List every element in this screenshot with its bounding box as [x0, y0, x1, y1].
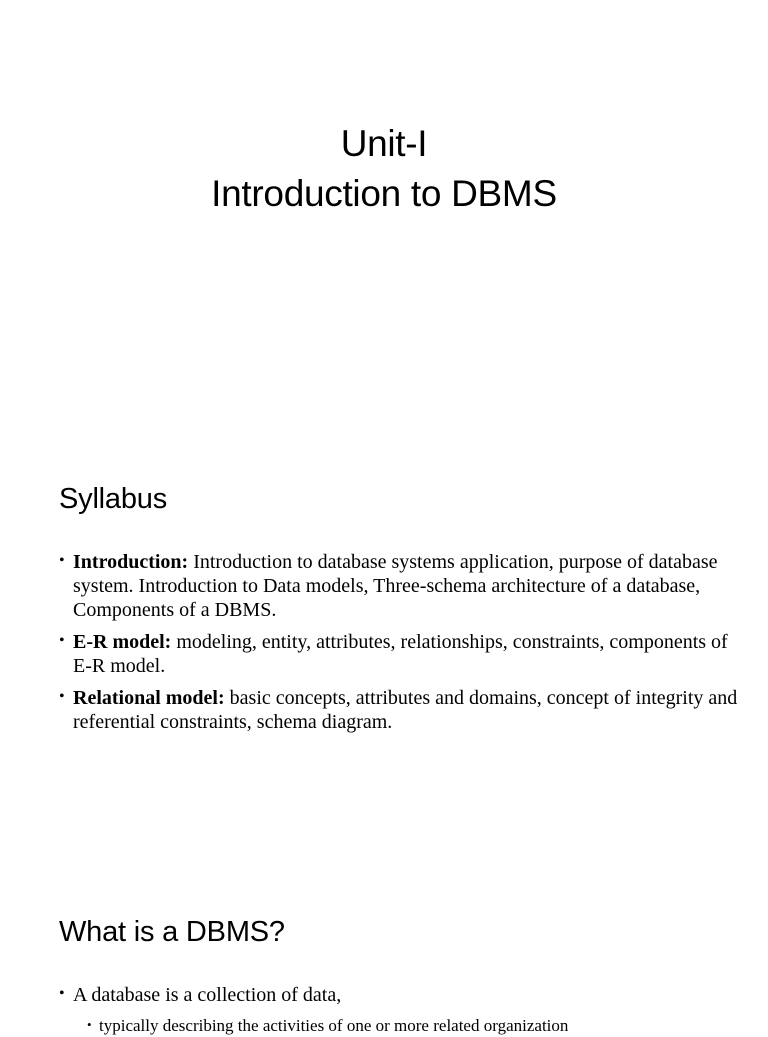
dbms-item-database-definition	[59, 983, 749, 1007]
syllabus-list	[59, 550, 749, 742]
bullet-icon: •	[87, 1017, 92, 1032]
syllabus-item-relational-model	[59, 686, 749, 734]
dbms-subitem-text: typically describing the activities of one or more related organization	[99, 1016, 569, 1035]
syllabus-text: Introduction to database systems application, purpose of database system. Introduction to Data models, Three-schema architecture of a database, Components of a DBMS.	[73, 551, 718, 621]
syllabus-term: E-R model:	[73, 631, 172, 653]
syllabus-text: basic concepts, attributes and domains, concept of integrity and referential constraints, schema diagram.	[73, 687, 738, 733]
slide-title-unit: Unit-I	[340, 123, 428, 164]
dbms-subitem-description	[87, 1015, 749, 1037]
syllabus-item-introduction	[59, 550, 749, 622]
syllabus-term: Introduction:	[73, 551, 189, 573]
syllabus-text: modeling, entity, attributes, relationships, constraints, components of E-R model.	[73, 631, 728, 677]
syllabus-term: Relational model:	[73, 687, 225, 709]
dbms-item-text: A database is a collection of data,	[73, 984, 342, 1006]
bullet-icon: •	[59, 632, 65, 649]
bullet-icon: •	[59, 985, 65, 1002]
syllabus-item-er-model	[59, 630, 749, 678]
syllabus-heading: Syllabus	[59, 483, 168, 515]
bullet-icon: •	[59, 552, 65, 569]
title-slide	[0, 0, 768, 430]
dbms-list	[59, 983, 749, 1037]
what-is-dbms-slide	[0, 870, 768, 1035]
bullet-icon: •	[59, 688, 65, 705]
dbms-heading: What is a DBMS?	[59, 916, 285, 948]
slide-title-topic: Introduction to DBMS	[211, 173, 557, 214]
syllabus-slide	[0, 430, 768, 870]
